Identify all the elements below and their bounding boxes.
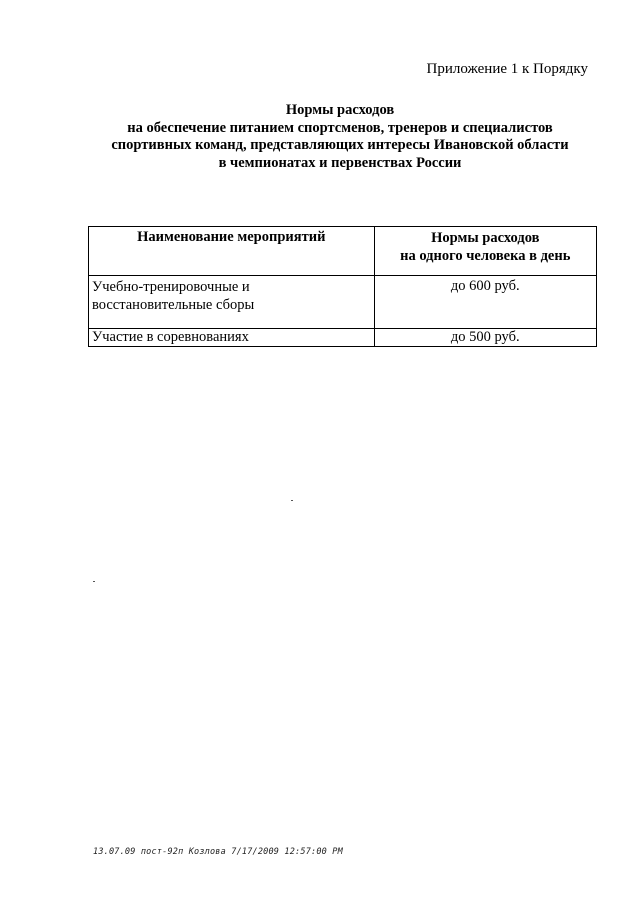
title-line-1: Нормы расходов [285, 102, 395, 118]
column-header-norms-line2: на одного человека в день [400, 248, 571, 264]
footer-stamp: 13.07.09 пост-92п Козлова 7/17/2009 12:57:00 PM [93, 847, 343, 857]
event-name-cell [89, 276, 375, 329]
scan-speck [291, 500, 293, 501]
event-name-line2: восстановительные сборы [92, 297, 255, 313]
table-header-row [89, 227, 597, 276]
appendix-label: Приложение 1 к Порядку [426, 61, 588, 77]
column-header-norms [374, 227, 597, 276]
table-row [89, 329, 597, 347]
norm-value-cell: до 500 руб. [374, 329, 597, 347]
norm-value-cell: до 600 руб. [374, 276, 597, 329]
title-line-3: спортивных команд, представляющих интересы Ивановской области [111, 137, 569, 153]
norms-table [88, 226, 597, 347]
event-name-cell: Участие в соревнованиях [89, 329, 375, 347]
title-line-4: в чемпионатах и первенствах России [218, 154, 462, 171]
scan-speck [93, 581, 95, 582]
column-header-norms-line1: Нормы расходов [431, 230, 540, 246]
column-header-events: Наименование мероприятий [89, 227, 375, 276]
event-name-line1: Учебно-тренировочные и [92, 279, 250, 295]
document-title [60, 102, 620, 172]
table-row [89, 276, 597, 329]
title-line-2: на обеспечение питанием спортсменов, тренеров и специалистов [127, 119, 553, 136]
